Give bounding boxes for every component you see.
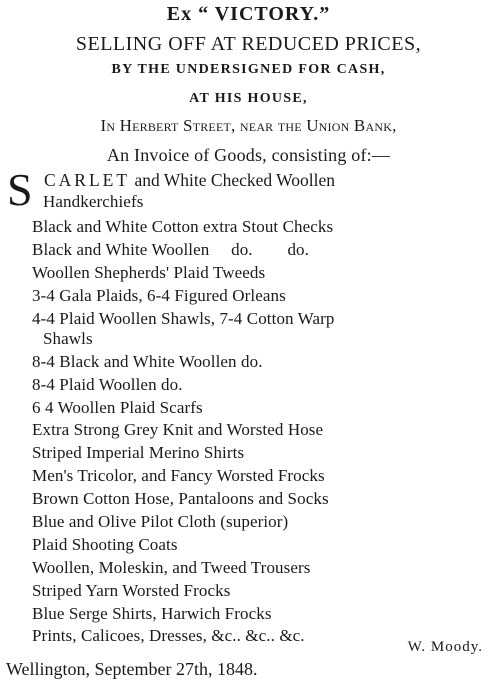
list-item: Men's Tricolor, and Fancy Worsted Frocks [32,466,325,485]
address-text: In Herbert Street, near the Union Bank, [100,116,397,135]
list-item: 3-4 Gala Plaids, 6-4 Figured Orleans [32,286,286,305]
advert-title: Ex “ VICTORY.” [166,3,331,25]
list-item: 6 4 Woollen Plaid Scarfs [32,398,203,417]
list-item: Black and White Cotton extra Stout Checks [32,217,334,236]
list-item: 4-4 Plaid Woollen Shawls, 7-4 Cotton Warp [32,309,335,328]
list-item: Prints, Calicoes, Dresses, &c.. &c.. &c. [32,626,305,645]
list-item: Blue and Olive Pilot Cloth (superior) [32,512,289,531]
list-item: 8-4 Black and White Woollen do. [32,352,263,371]
list-item: Shawls [43,329,93,348]
advert-at-line: AT HIS HOUSE, [189,91,308,106]
list-item: Striped Imperial Merino Shirts [32,443,245,462]
list-item: Woollen, Moleskin, and Tweed Trousers [32,558,311,577]
list-item: Plaid Shooting Coats [32,535,178,554]
list-item: Woollen Shepherds' Plaid Tweeds [32,263,266,282]
dateline: Wellington, September 27th, 1848. [6,659,258,679]
list-item: Handkerchiefs [43,192,144,211]
signature: W. Moody. [407,639,483,655]
advert-invoice-intro: An Invoice of Goods, consisting of:— [106,145,391,165]
first-item-cap: CARLET [44,170,131,190]
advert-address [0,117,497,134]
list-item: Black and White Woollen do. do. [32,240,309,259]
list-item: Blue Serge Shirts, Harwich Frocks [32,604,272,623]
drop-cap: S [7,164,33,215]
first-item-rest: and White Checked Woollen [130,170,336,190]
list-item: Brown Cotton Hose, Pantaloons and Socks [32,489,329,508]
list-item: 8-4 Plaid Woollen do. [32,375,183,394]
list-item: Striped Yarn Worsted Frocks [32,581,231,600]
list-item-first [44,172,335,190]
advert-by-line: BY THE UNDERSIGNED FOR CASH, [111,62,386,77]
list-item: Extra Strong Grey Knit and Worsted Hose [32,420,324,439]
advert-headline: SELLING OFF AT REDUCED PRICES, [75,33,422,55]
